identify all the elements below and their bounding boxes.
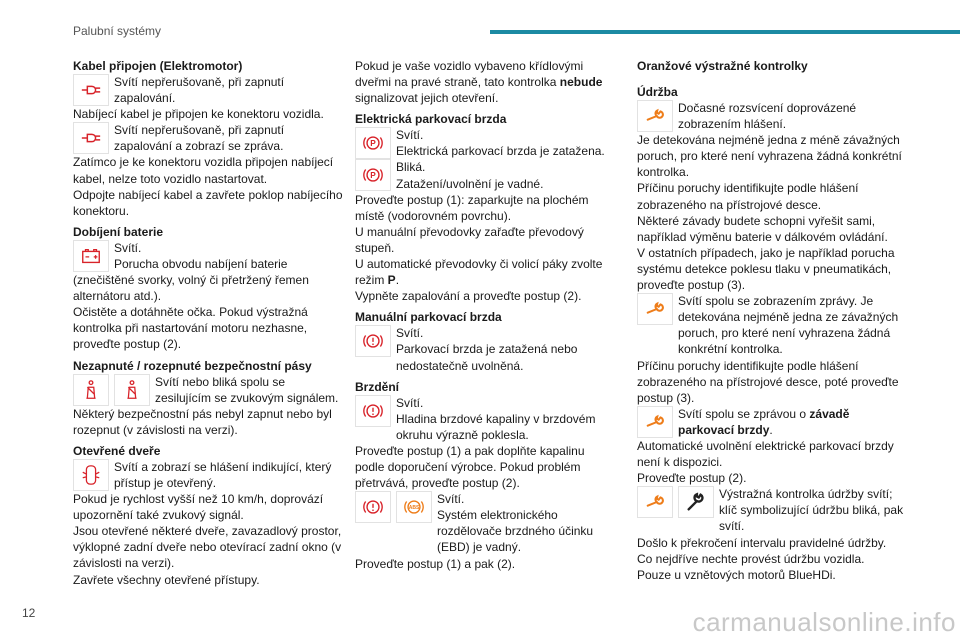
epb-desc-2: Elektrická parkovací brzda je zatažena.	[396, 144, 605, 159]
wrench-icon	[637, 486, 673, 518]
ebd-desc-1: Svítí.	[437, 492, 465, 507]
paragraph: Proveďte postup (2).	[637, 471, 747, 486]
doors-desc: Svítí a zobrazí se hlášení indikující, který přístup je otevřený.	[114, 459, 332, 490]
plug-icon	[73, 122, 109, 154]
seatbelt-desc: Svítí nebo bliká spolu se zesilujícím se zvukovým signálem.	[155, 374, 339, 405]
bold-run: nebude	[559, 75, 603, 90]
battery-desc-2: Porucha obvodu nabíjení baterie	[114, 256, 288, 271]
section-title-orange-lights: Oranžové výstražné kontrolky	[637, 59, 808, 73]
bold-run: P	[387, 273, 396, 288]
column-1	[73, 58, 343, 588]
service-row-4	[637, 486, 907, 534]
paragraph: Zavřete všechny otevřené přístupy.	[73, 572, 260, 587]
battery-row	[73, 240, 343, 272]
rear-seatbelt-icon	[114, 374, 150, 406]
svg-text:ABS: ABS	[408, 504, 420, 511]
brake-warning-icon	[355, 325, 391, 357]
paragraph: Proveďte postup (1): zaparkujte na plochém místě (vodorovném povrchu).	[355, 192, 589, 223]
paragraph: Vypněte zapalování a proveďte postup (2).	[355, 289, 582, 304]
section-title-braking: Brzdění	[355, 379, 400, 394]
paragraph: Příčinu poruchy identifikujte podle hlášení zobrazeného na přístrojové desce.	[637, 181, 859, 212]
text-run: Pokud je vaše vozidlo vybaveno křídlovými dveřmi na pravé straně, tato kontrolka	[355, 59, 584, 90]
wrench-icon	[637, 406, 673, 438]
section-title-doors: Otevřené dveře	[73, 443, 161, 458]
paragraph: Je detekována nejméně jedna z méně závažných poruch, pro které není vyhrazena žádná konkrétní kontrolka.	[637, 133, 902, 180]
paragraph: Proveďte postup (1) a pak (2).	[355, 556, 516, 571]
column-3	[637, 58, 907, 583]
running-header: Palubní systémy	[73, 24, 162, 38]
spanner-icon	[678, 486, 714, 518]
text-run: signalizovat jejich otevření.	[355, 91, 499, 106]
paragraph: V ostatních případech, jako je například porucha systému detekce poklesu tlaku v pneumatikách, proveďte postup (3).	[637, 245, 895, 293]
battery-desc-1: Svítí.	[114, 240, 142, 255]
paragraph: Pokud je rychlost vyšší než 10 km/h, doprovází upozornění také zvukový signál.	[73, 492, 324, 523]
paragraph: U manuální převodovky zařaďte převodový stupeň.	[355, 224, 584, 255]
column-2	[355, 58, 617, 572]
manual-brake-row	[355, 325, 617, 373]
wrench-icon	[637, 100, 673, 132]
wrench-icon	[637, 293, 673, 325]
watermark: carmanualsonline.info	[692, 607, 956, 637]
parking-brake-icon	[355, 127, 391, 159]
epb-desc-4: Zatažení/uvolnění je vadné.	[396, 176, 544, 191]
page-number: 12	[22, 606, 36, 620]
section-title-battery: Dobíjení baterie	[73, 224, 164, 239]
braking-desc-2: Hladina brzdové kapaliny v brzdovém okruhu výrazně poklesla.	[396, 411, 596, 442]
brake-warning-icon	[355, 491, 391, 523]
battery-icon	[73, 240, 109, 272]
parking-brake-icon	[355, 159, 391, 191]
braking-row-1	[355, 395, 617, 443]
service-desc-1: Dočasné rozsvícení doprovázené zobrazením hlášení.	[678, 101, 857, 132]
text-run: .	[395, 273, 400, 288]
section-title-manual-brake: Manuální parkovací brzda	[355, 310, 502, 325]
service-row-2	[637, 293, 907, 357]
ebd-desc-2: Systém elektronického rozdělovače brzdného účinku (EBD) je vadný.	[437, 508, 594, 555]
paragraph: Některý bezpečnostní pás nebyl zapnut nebo byl rozepnut (v závislosti na verzi).	[73, 406, 332, 437]
epb-row-1	[355, 127, 617, 159]
doors-row	[73, 459, 343, 491]
svg-text:P: P	[370, 171, 376, 181]
paragraph: Očistěte a dotáhněte očka. Pokud výstražná kontrolka při nastartování motoru nezhasne, proveďte postup (2).	[73, 305, 308, 352]
section-title-seatbelts: Nezapnuté / rozepnuté bezpečnostní pásy	[73, 358, 312, 373]
section-title-cable: Kabel připojen (Elektromotor)	[73, 59, 243, 73]
paragraph: Nabíjecí kabel je připojen ke konektoru vozidla.	[73, 107, 324, 122]
manual-brake-desc-2: Parkovací brzda je zatažená nebo nedostatečně uvolněná.	[396, 342, 578, 373]
paragraph: Některé závady budete schopni vyřešit sami, například výměnu baterie v dálkovém ovládání.	[637, 213, 888, 244]
text-run: U automatické převodovky či volicí páky zvolte režim	[355, 257, 603, 288]
epb-row-2	[355, 159, 617, 191]
epb-desc-3: Bliká.	[396, 160, 426, 175]
text-run: .	[769, 422, 773, 437]
bold-run: závadě parkovací brzdy	[678, 406, 850, 437]
section-title-electric-brake: Elektrická parkovací brzda	[355, 112, 507, 127]
paragraph: Co nejdříve nechte provést údržbu vozidla.	[637, 551, 865, 566]
paragraph	[355, 256, 617, 288]
service-desc-2: Svítí spolu se zobrazením zprávy. Je detekována nejméně jedna ze závažných poruch, pro které není vyhrazena žádná konkrétní kontrolka.	[678, 294, 899, 357]
braking-row-2	[355, 491, 617, 555]
service-desc-3	[678, 406, 907, 438]
service-row-1	[637, 100, 907, 132]
paragraph: Odpojte nabíjecí kabel a zavřete poklop nabíjecího konektoru.	[73, 187, 343, 218]
service-row-3	[637, 406, 907, 438]
seatbelt-row	[73, 374, 343, 406]
open-door-icon	[73, 459, 109, 491]
paragraph: (znečištěné svorky, volný či přetržený řemen alternátoru atd.).	[73, 273, 309, 304]
cable-row-1	[73, 74, 343, 106]
section-title-service: Údržba	[637, 85, 678, 99]
epb-desc-1: Svítí.	[396, 128, 424, 143]
paragraph	[355, 58, 617, 106]
brake-warning-icon	[355, 395, 391, 427]
paragraph: Došlo k překročení intervalu pravidelné údržby.	[637, 535, 887, 550]
cable-desc-1: Svítí nepřerušovaně, při zapnutí zapalování.	[114, 75, 285, 106]
paragraph: Jsou otevřené některé dveře, zavazadlový prostor, výklopné zadní dveře nebo otevírací zadní okno (v závislosti na verzi).	[73, 524, 342, 571]
cable-desc-2: Svítí nepřerušovaně, při zapnutí zapalování a zobrazí se zpráva.	[114, 123, 285, 154]
paragraph: Automatické uvolnění elektrické parkovací brzdy není k dispozici.	[637, 438, 894, 470]
svg-text:P: P	[370, 139, 376, 149]
paragraph: Zatímco je ke konektoru vozidla připojen nabíjecí kabel, nelze toto vozidlo nastartovat.	[73, 155, 334, 186]
header-accent-bar	[490, 30, 960, 34]
abs-icon	[396, 491, 432, 523]
cable-row-2	[73, 122, 343, 154]
seatbelt-icon	[73, 374, 109, 406]
manual-brake-desc-1: Svítí.	[396, 326, 424, 341]
plug-icon	[73, 74, 109, 106]
text-run: Svítí spolu se zprávou o	[678, 406, 810, 421]
paragraph: Pouze u vznětových motorů BlueHDi.	[637, 567, 836, 582]
paragraph: Proveďte postup (1) a pak doplňte kapalinu podle doporučení výrobce. Pokud problém přetrvává, proveďte postup (2).	[355, 443, 585, 491]
braking-desc-1: Svítí.	[396, 395, 424, 410]
service-desc-4: Výstražná kontrolka údržby svítí; klíč symbolizující údržbu bliká, pak svítí.	[719, 487, 904, 534]
paragraph: Příčinu poruchy identifikujte podle hlášení zobrazeného na přístrojové desce, poté proveďte postup (3).	[637, 358, 899, 405]
